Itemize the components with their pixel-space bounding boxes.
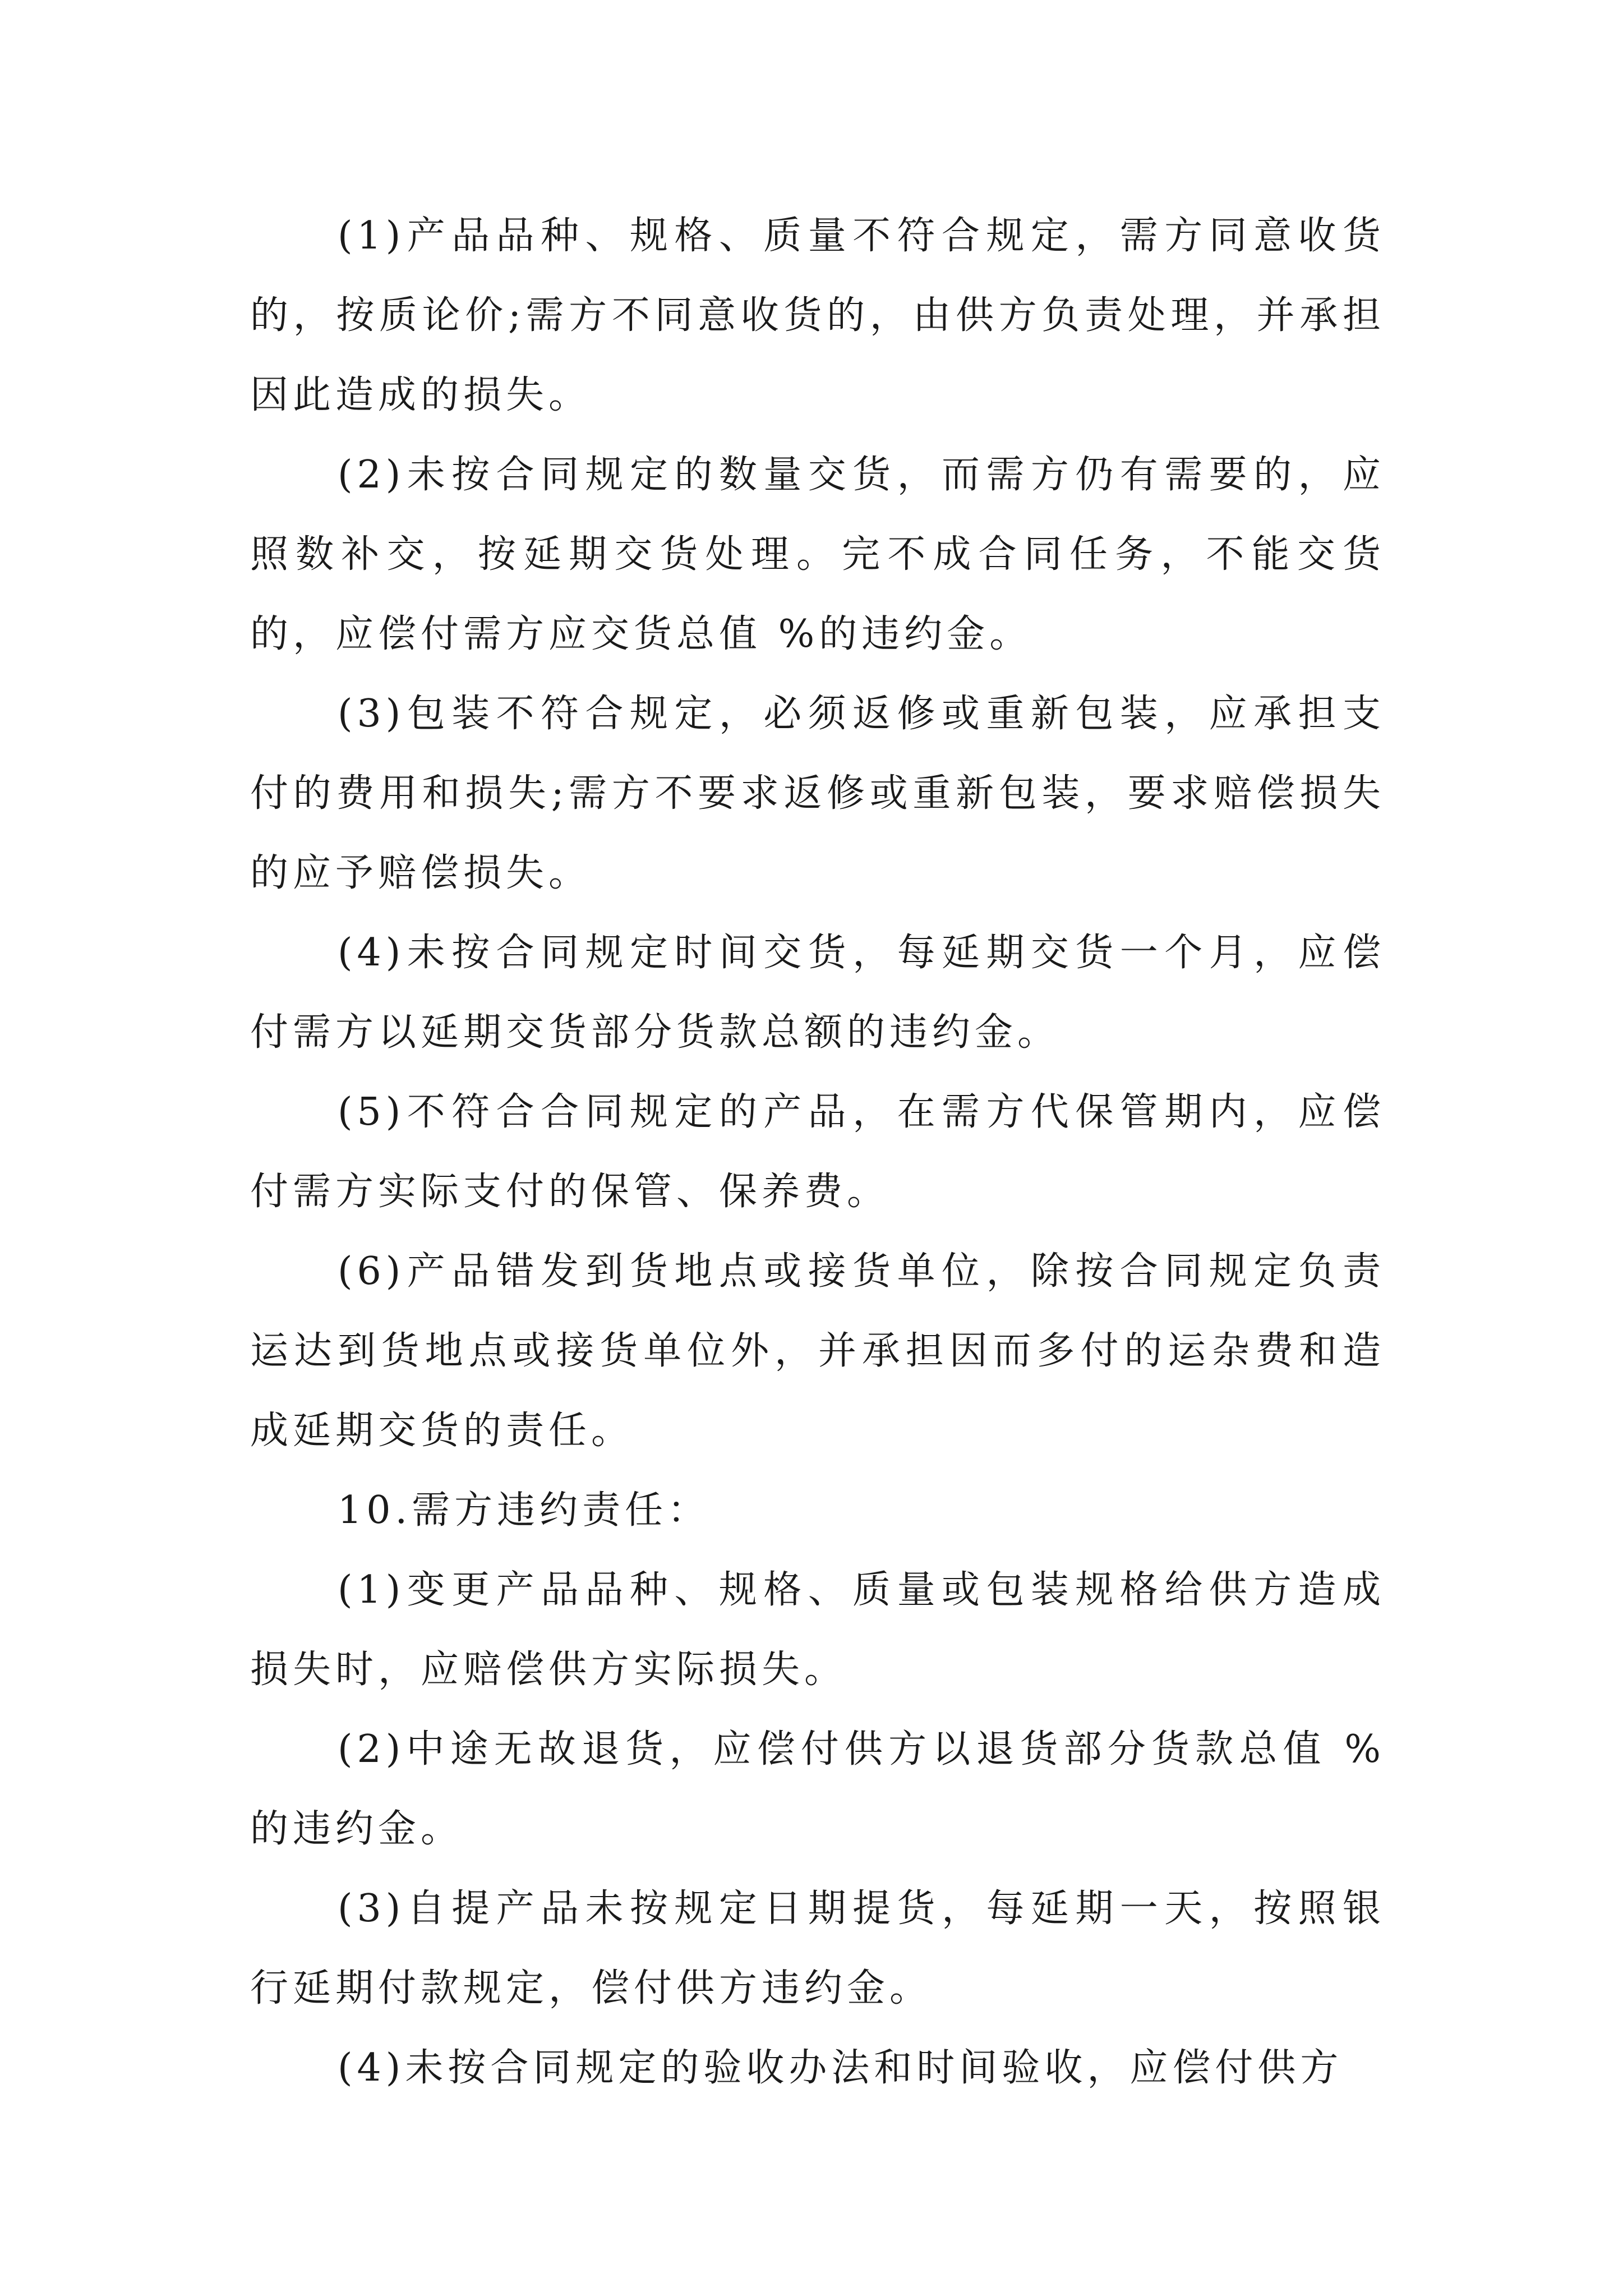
clause-supplier-3: (3)包装不符合规定，必须返修或重新包装，应承担支付的费用和损失;需方不要求返修或重新包装，要求赔偿损失的应予赔偿损失。 <box>250 692 1385 895</box>
clause-buyer-1: (1)变更产品品种、规格、质量或包装规格给供方造成损失时，应赔偿供方实际损失。 <box>250 1568 1385 1692</box>
clause-supplier-5: (5)不符合合同规定的产品，在需方代保管期内，应偿付需方实际支付的保管、保养费。 <box>250 1090 1385 1214</box>
clause-buyer-4: (4)未按合同规定的验收办法和时间验收，应偿付供方 <box>338 2046 1343 2090</box>
clause-buyer-3: (3)自提产品未按规定日期提货，每延期一天，按照银行延期付款规定，偿付供方违约金。 <box>250 1887 1385 2010</box>
clause-supplier-2: (2)未按合同规定的数量交货，而需方仍有需要的，应照数补交，按延期交货处理。完不成合同任务，不能交货的，应偿付需方应交货总值 %的违约金。 <box>250 453 1385 656</box>
clause-supplier-1: (1)产品品种、规格、质量不符合规定，需方同意收货的，按质论价;需方不同意收货的，由供方负责处理，并承担因此造成的损失。 <box>250 214 1385 417</box>
clause-supplier-4: (4)未按合同规定时间交货，每延期交货一个月，应偿付需方以延期交货部分货款总额的违约金。 <box>250 931 1385 1055</box>
document-page <box>250 196 1385 2108</box>
clause-buyer-2: (2)中途无故退货，应偿付供方以退货部分货款总值 %的违约金。 <box>250 1727 1385 1851</box>
section-heading-buyer-liability: 10.需方违约责任： <box>338 1488 711 1533</box>
clause-supplier-6: (6)产品错发到货地点或接货单位，除按合同规定负责运达到货地点或接货单位外，并承担因而多付的运杂费和造成延期交货的责任。 <box>250 1249 1385 1453</box>
